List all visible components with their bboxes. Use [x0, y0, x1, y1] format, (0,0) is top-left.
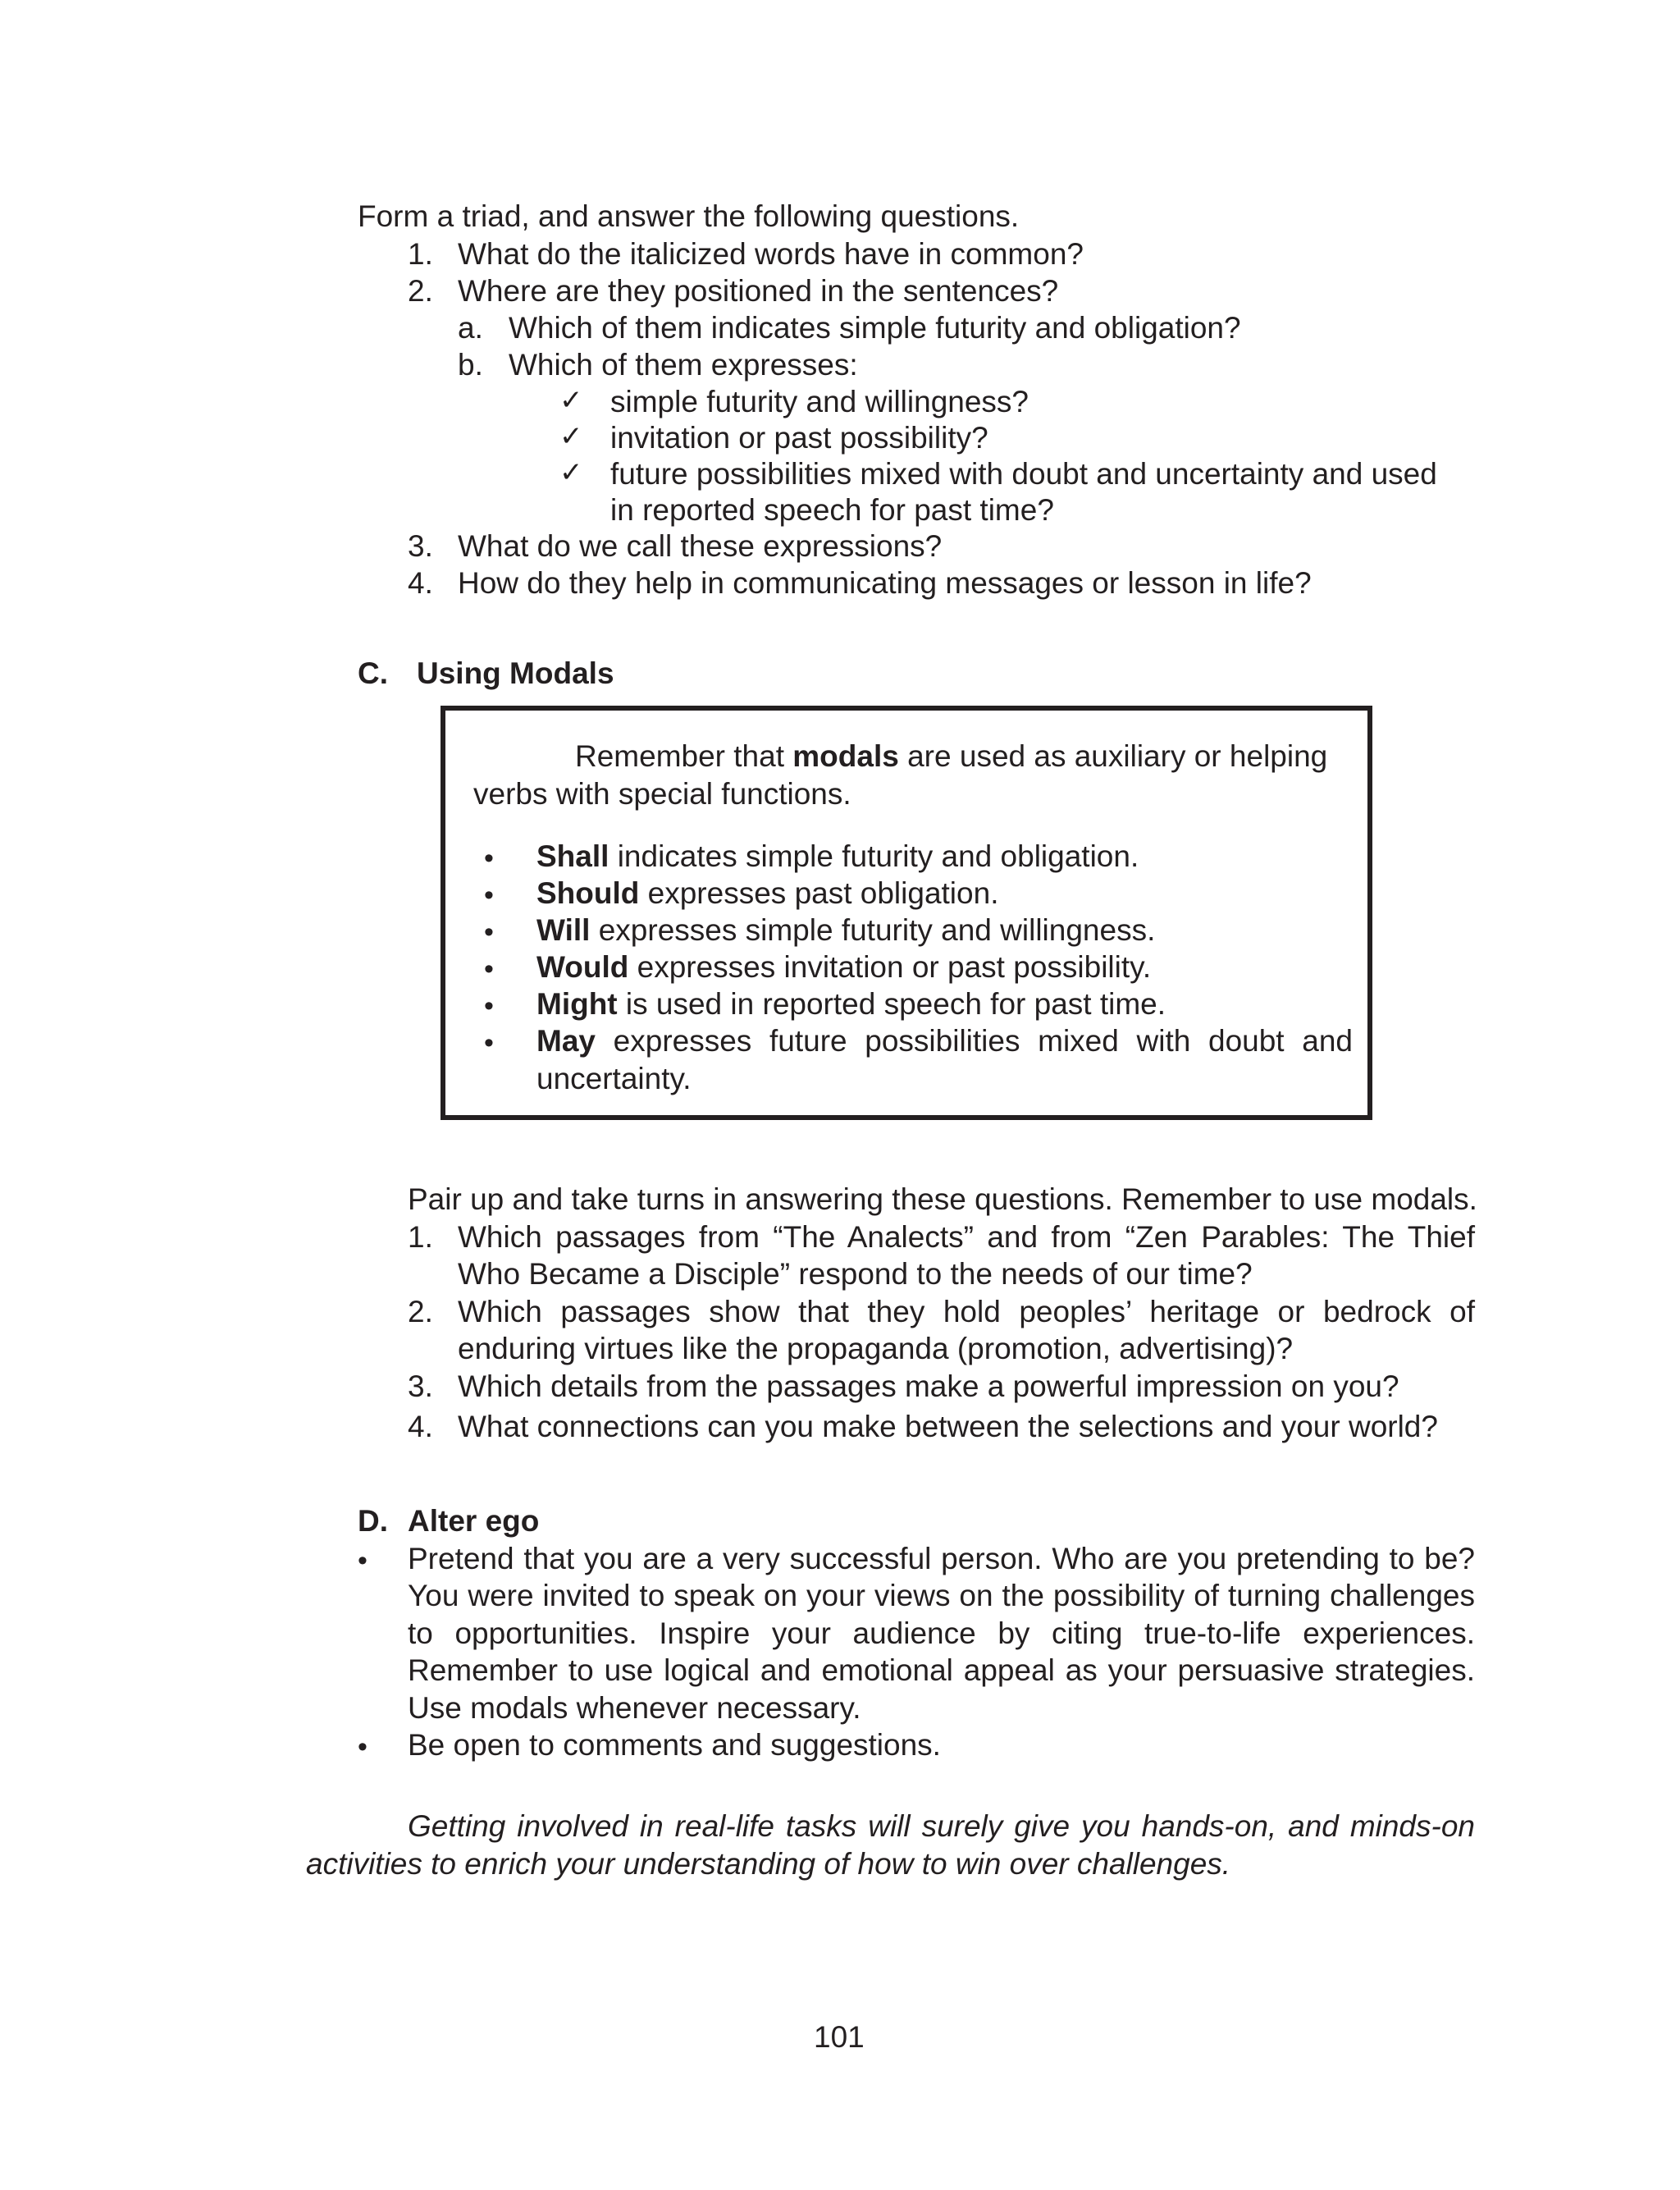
question-text: What connections can you make between the selections and your world? — [458, 1410, 1438, 1443]
bullet-icon: • — [484, 880, 494, 911]
bullet-icon: • — [484, 990, 494, 1022]
alter-ego-text: Pretend that you are a very successful person. Who are you pretending to be? — [408, 1542, 1475, 1575]
question-text: Which passages show that they hold peoples’ heritage or bedrock of — [458, 1295, 1475, 1328]
section-d-title: Alter ego — [408, 1504, 540, 1538]
sub-question-letter: a. — [458, 311, 483, 345]
question-number: 1. — [408, 1220, 433, 1254]
modal-item-shall: Shall indicates simple futurity and obligation. — [536, 839, 1139, 873]
modal-item-may: May expresses future possibilities mixed with doubt and — [536, 1024, 1353, 1058]
question-number: 4. — [408, 1410, 433, 1443]
bullet-icon: • — [484, 1027, 494, 1058]
modal-item-may-continued: uncertainty. — [536, 1062, 692, 1095]
question-number: 3. — [408, 529, 433, 563]
question-number: 2. — [408, 274, 433, 308]
page-number: 101 — [814, 2020, 865, 2054]
checkmark-icon: ✓ — [559, 384, 583, 417]
question-number: 4. — [408, 566, 433, 600]
question-text-continued: enduring virtues like the propaganda (promotion, advertising)? — [458, 1332, 1294, 1365]
closing-statement: Getting involved in real-life tasks will surely give you hands-on, and minds-on — [408, 1809, 1475, 1843]
question-text: Which passages from “The Analects” and from “Zen Parables: The Thief — [458, 1220, 1475, 1254]
alter-ego-text: to opportunities. Inspire your audience by citing true-to-life experiences. — [408, 1616, 1475, 1650]
question-number: 2. — [408, 1295, 433, 1328]
alter-ego-text: You were invited to speak on your views on the possibility of turning challenges — [408, 1579, 1475, 1612]
modal-item-might: Might is used in reported speech for past time. — [536, 987, 1166, 1021]
check-item-continued: in reported speech for past time? — [610, 493, 1054, 527]
question-text: Which details from the passages make a powerful impression on you? — [458, 1369, 1399, 1403]
alter-ego-text: Remember to use logical and emotional appeal as your persuasive strategies. — [408, 1653, 1475, 1687]
question-text: How do they help in communicating messages or lesson in life? — [458, 566, 1312, 600]
section-c-title: Using Modals — [417, 656, 614, 690]
question-number: 1. — [408, 237, 433, 271]
sub-question-text: Which of them expresses: — [509, 348, 858, 382]
box-intro: Remember that modals are used as auxiliary or helping — [575, 739, 1328, 773]
bullet-icon: • — [484, 917, 494, 948]
question-text: Where are they positioned in the sentences? — [458, 274, 1059, 308]
check-item: simple futurity and willingness? — [610, 385, 1029, 418]
bullet-icon: • — [358, 1731, 368, 1763]
pair-instruction: Pair up and take turns in answering these questions. Remember to use modals. — [408, 1182, 1477, 1216]
box-intro-continued: verbs with special functions. — [473, 777, 851, 811]
alter-ego-text: Use modals whenever necessary. — [408, 1691, 861, 1725]
modal-item-should: Should expresses past obligation. — [536, 876, 999, 910]
sub-question-letter: b. — [458, 348, 483, 382]
closing-statement-continued: activities to enrich your understanding of how to win over challenges. — [306, 1847, 1231, 1881]
bullet-icon: • — [358, 1545, 368, 1576]
checkmark-icon: ✓ — [559, 456, 583, 489]
triad-instruction: Form a triad, and answer the following questions. — [358, 199, 1020, 233]
bullet-icon: • — [484, 953, 494, 985]
question-text-continued: Who Became a Disciple” respond to the needs of our time? — [458, 1257, 1253, 1291]
section-c-letter: C. — [358, 656, 388, 690]
question-text: What do the italicized words have in common? — [458, 237, 1084, 271]
sub-question-text: Which of them indicates simple futurity and obligation? — [509, 311, 1241, 345]
alter-ego-text: Be open to comments and suggestions. — [408, 1728, 941, 1762]
checkmark-icon: ✓ — [559, 420, 583, 453]
modal-item-will: Will expresses simple futurity and willingness. — [536, 913, 1156, 947]
question-text: What do we call these expressions? — [458, 529, 943, 563]
check-item: future possibilities mixed with doubt and uncertainty and used — [610, 457, 1437, 491]
modal-item-would: Would expresses invitation or past possibility. — [536, 950, 1152, 984]
bullet-icon: • — [484, 843, 494, 874]
check-item: invitation or past possibility? — [610, 421, 988, 455]
section-d-letter: D. — [358, 1504, 388, 1538]
question-number: 3. — [408, 1369, 433, 1403]
